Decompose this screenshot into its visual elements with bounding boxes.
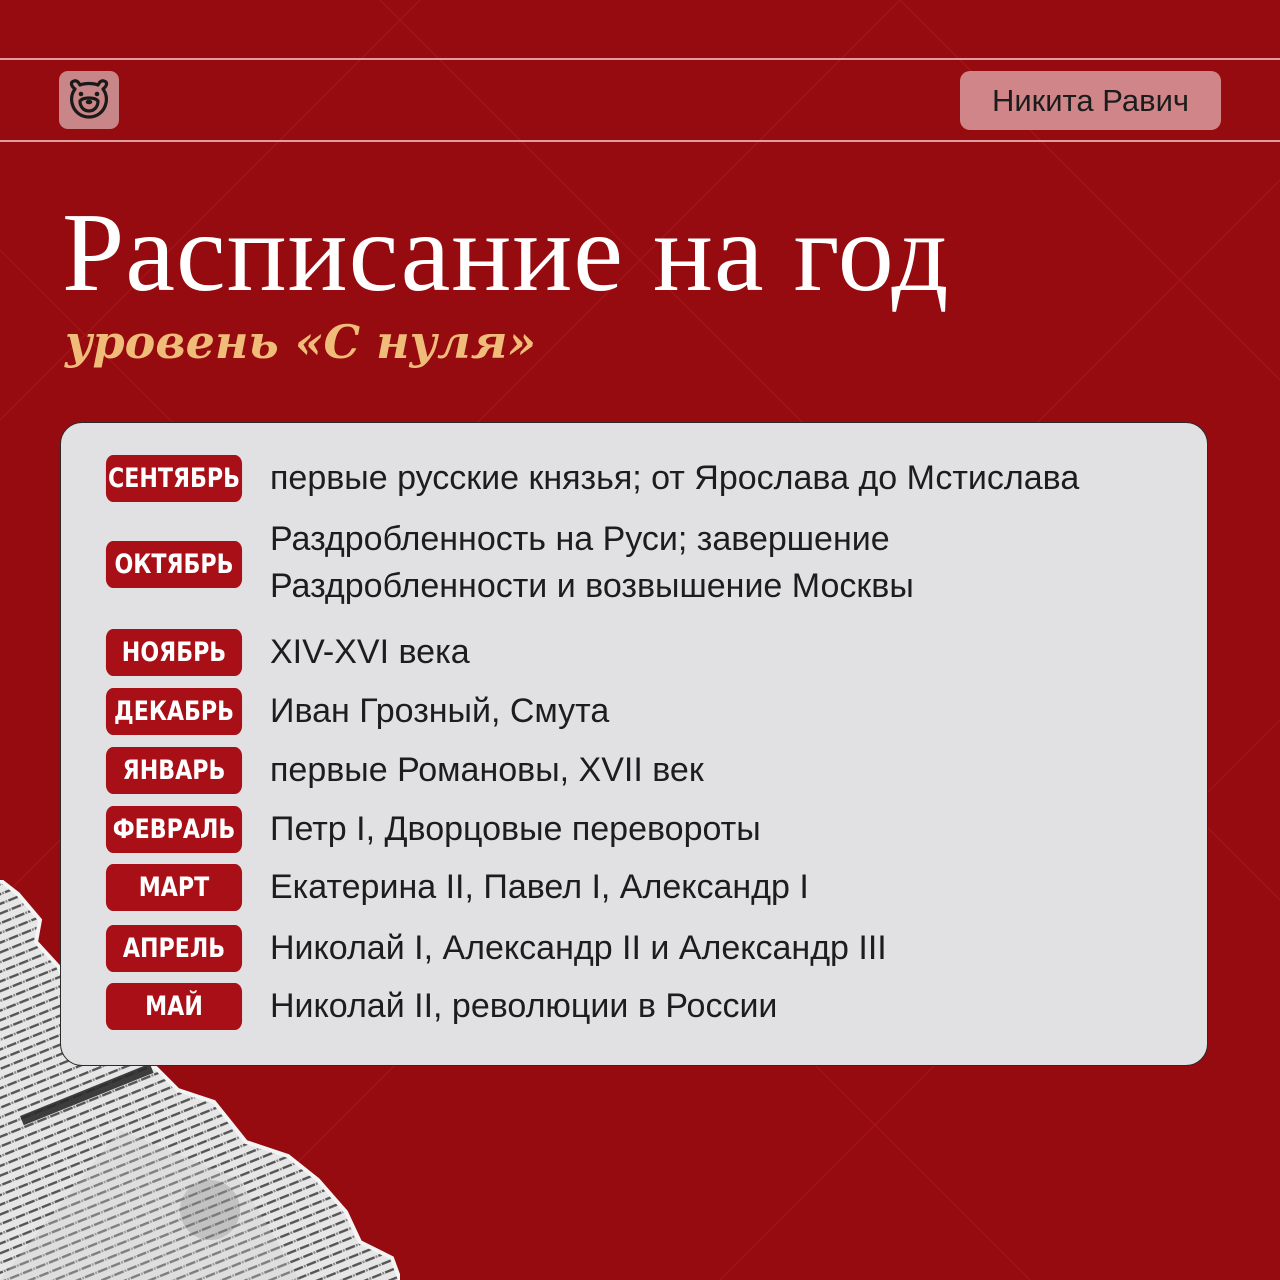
topic-text: Николай II, революции в России: [270, 987, 778, 1025]
page-title: Расписание на год: [62, 191, 950, 315]
topic-text: Екатерина II, Павел I, Александр I: [270, 868, 809, 906]
topic-text: первые Романовы, XVII век: [270, 751, 704, 789]
logo[interactable]: [59, 71, 119, 129]
author-badge[interactable]: Никита Равич: [960, 71, 1221, 130]
topic-text: Петр I, Дворцовые перевороты: [270, 810, 761, 848]
topic-text: первые русские князья; от Ярослава до Мстислава: [270, 459, 1080, 497]
topic-text: XIV-XVI века: [270, 633, 470, 671]
month-badge: ДЕКАБРЬ: [106, 688, 242, 735]
topic-text-line2: Раздробленности и возвышение Москвы: [270, 567, 914, 605]
month-badge: ЯНВАРЬ: [106, 747, 242, 794]
bear-face-icon: [67, 79, 111, 121]
month-badge: АПРЕЛЬ: [106, 925, 242, 972]
topic-text: Николай I, Александр II и Александр III: [270, 929, 887, 967]
month-badge: ОКТЯБРЬ: [106, 541, 242, 588]
header-bottom-rule: [0, 140, 1280, 142]
month-badge: МАЙ: [106, 983, 242, 1030]
schedule-card: [60, 422, 1208, 1066]
topic-text-line1: Раздробленность на Руси; завершение: [270, 520, 890, 558]
topic-text: Иван Грозный, Смута: [270, 692, 610, 730]
month-badge: ФЕВРАЛЬ: [106, 806, 242, 853]
header-top-rule: [0, 58, 1280, 60]
page-subtitle: уровень «С нуля»: [65, 315, 537, 369]
month-badge: МАРТ: [106, 864, 242, 911]
month-badge: СЕНТЯБРЬ: [106, 455, 242, 502]
month-badge: НОЯБРЬ: [106, 629, 242, 676]
